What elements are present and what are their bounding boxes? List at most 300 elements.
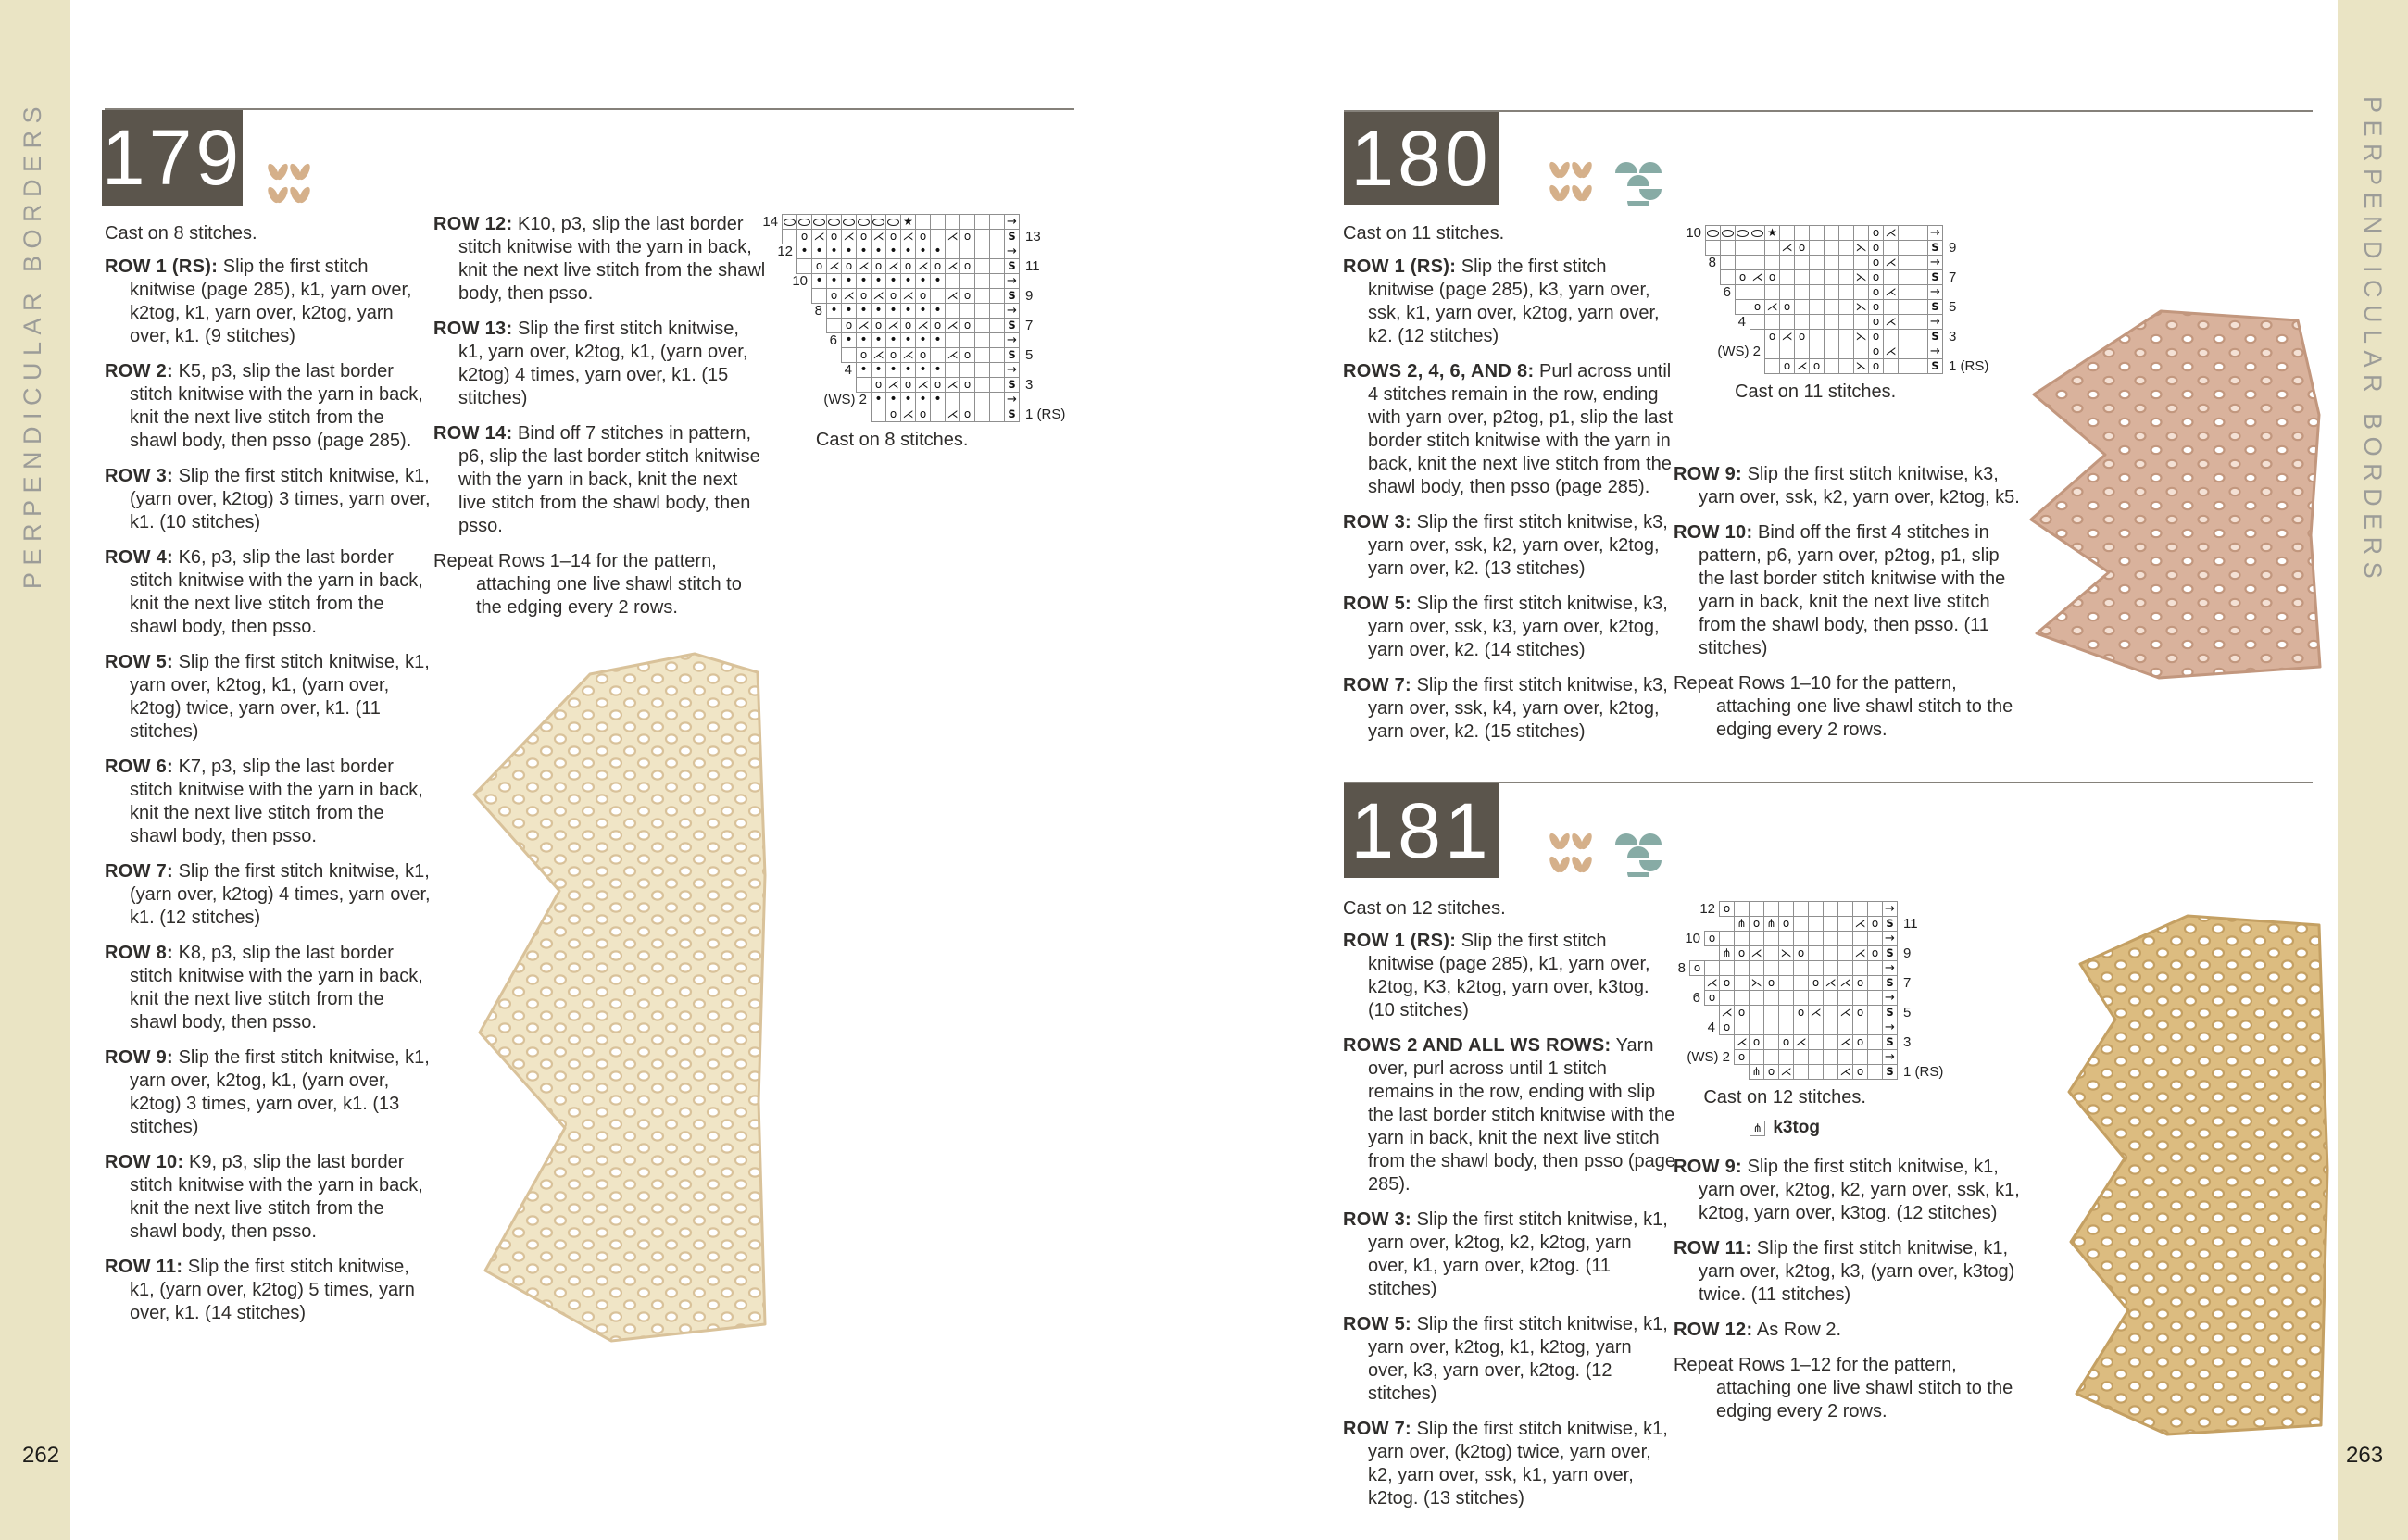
chart-cell <box>974 318 990 333</box>
chart-cell <box>1749 1020 1764 1035</box>
chart-row-label-left <box>808 407 872 422</box>
chart-row-label-right: 5 <box>1949 299 1957 315</box>
chart-cell: ⋌ <box>1883 314 1899 330</box>
pattern-number-box-179 <box>102 110 243 206</box>
chart-cell: ⋌ <box>1852 916 1868 932</box>
chart-cell <box>1823 1005 1838 1020</box>
row-label: ROW 3: <box>1343 1209 1412 1230</box>
chart-cell <box>974 407 990 422</box>
chart-row-label-right <box>1020 244 1025 259</box>
chart-cell <box>1793 916 1809 932</box>
chart-cell <box>1824 358 1839 374</box>
chart-cell: • <box>900 244 916 259</box>
chart-cell <box>1778 990 1794 1006</box>
chart-row <box>1626 916 1943 932</box>
chart-cell: o <box>1793 945 1809 961</box>
row-label: ROW 1 (RS): <box>1343 931 1457 951</box>
chart-row-label-left: 6 <box>829 332 837 348</box>
chart-cell: o <box>841 318 857 333</box>
chart-cell: o <box>1868 358 1884 374</box>
chart-cell <box>945 273 960 289</box>
chart-cell <box>1853 284 1869 300</box>
chart-row-label-left: 8 <box>814 303 822 319</box>
chart-cell <box>1824 329 1839 344</box>
chart-cell <box>1867 1049 1883 1065</box>
chart-cell <box>989 377 1005 393</box>
chart-cell <box>1750 329 1765 344</box>
instruction-paragraph: Repeat Rows 1–10 for the pattern, attaching one live shawl stitch to the edging every 2 rows. <box>1674 673 2013 740</box>
chart-cell: o <box>1735 269 1750 285</box>
chart-cell: ⋌ <box>1719 1005 1735 1020</box>
chart-caption: Cast on 8 stitches. <box>815 430 969 450</box>
chart-cell <box>1794 269 1810 285</box>
chart-cell: o <box>856 229 872 244</box>
chart-cell: o <box>1778 916 1794 932</box>
chart-cell <box>930 214 946 230</box>
chart-cell <box>1720 225 1736 241</box>
chart-cell: ⋌ <box>826 258 842 274</box>
chart-cell: o <box>885 229 901 244</box>
chart-cell <box>974 244 990 259</box>
chart-cell: o <box>1868 329 1884 344</box>
chart-cell <box>930 407 946 422</box>
cast-on-note-179: Cast on 8 stitches. <box>105 223 257 244</box>
chart-row-label-left <box>1656 1005 1720 1020</box>
chart-cell <box>1809 344 1825 359</box>
chart-cell <box>782 229 797 244</box>
chart-cell <box>1852 1020 1868 1035</box>
chart-cell: ⋋ <box>1749 975 1764 991</box>
chart-cell <box>1837 945 1853 961</box>
chart-cell <box>1809 225 1825 241</box>
chart-cell: ⋌ <box>945 347 960 363</box>
instruction-paragraph: ROW 9: Slip the first stitch knitwise, k3, yarn over, ssk, k2, yarn over, k2tog, k5. <box>1674 464 2020 507</box>
swatch-shape-179 <box>474 654 765 1341</box>
chart-cell: ⋌ <box>856 318 872 333</box>
chart-row-label-left <box>1672 299 1736 315</box>
chart-cell: • <box>871 362 886 378</box>
chart-cell: ⋌ <box>915 377 931 393</box>
chart-cell: ⋌ <box>1883 255 1899 270</box>
chart-cell: S <box>1882 1064 1898 1080</box>
chart-cell: o <box>885 407 901 422</box>
chart-row <box>1626 975 1943 991</box>
chart-row-label-left <box>1641 975 1705 991</box>
row-label: ROW 4: <box>105 547 174 568</box>
chart-cell <box>1808 960 1824 976</box>
instruction-paragraph: ROW 4: K6, p3, slip the last border stitch knitwise with the yarn in back, knit the next live stitch from the shawl body, then psso. <box>105 547 423 637</box>
chart-cell <box>1883 358 1899 374</box>
chart-cell: → <box>1882 990 1898 1006</box>
chart-cell: • <box>915 362 931 378</box>
chart-cell <box>1913 299 1928 315</box>
chart-cell <box>1853 225 1869 241</box>
swatch-shape-180 <box>2031 311 2320 678</box>
chart-cell: o <box>1793 1005 1809 1020</box>
instruction-column-179-1 <box>105 256 436 1337</box>
chart-row-label-left: 14 <box>762 214 778 230</box>
chart-row-label-left <box>1656 945 1720 961</box>
chart-row <box>1642 344 1988 359</box>
instruction-paragraph: ROW 10: K9, p3, slip the last border stitch knitwise with the yarn in back, knit the next live stitch from the shawl body, then psso. <box>105 1152 423 1242</box>
chart-cell <box>1883 329 1899 344</box>
chart-row-label-right: 1 (RS) <box>1025 407 1066 422</box>
chart-cell: ⋌ <box>945 229 960 244</box>
instruction-paragraph: ROW 9: Slip the first stitch knitwise, k1, yarn over, k2tog, k1, (yarn over, k2tog) 3 times, yarn over, k1. (13 stitches) <box>105 1047 430 1137</box>
chart-cell <box>989 392 1005 407</box>
chart-cell: S <box>1927 329 1943 344</box>
chart-cell <box>1734 990 1750 1006</box>
chart-cell <box>974 362 990 378</box>
chart-cell <box>1764 344 1780 359</box>
row-label: ROW 9: <box>105 1047 174 1068</box>
chart-cell <box>1808 945 1824 961</box>
chart-cell: → <box>1004 303 1020 319</box>
bind-off-symbol <box>813 219 825 226</box>
chart-row <box>1626 960 1943 976</box>
instruction-paragraph: ROW 12: As Row 2. <box>1674 1320 1842 1340</box>
chart-cell <box>1793 960 1809 976</box>
chart-cell: o <box>930 377 946 393</box>
chart-row-label-right: 7 <box>1949 269 1957 285</box>
chart-cell <box>1838 269 1854 285</box>
instruction-paragraph: ROW 2: K5, p3, slip the last border stitch knitwise with the yarn in back, knit the next live stitch from the shawl body, then psso (page 285). <box>105 361 423 451</box>
chart-row <box>1642 314 1988 330</box>
chart-row <box>1642 299 1988 315</box>
chart-cell: → <box>1004 273 1020 289</box>
chart-cell <box>959 214 975 230</box>
chart-cell <box>1824 255 1839 270</box>
chart-row <box>719 362 1065 378</box>
chart-cell: o <box>826 288 842 304</box>
chart-cell: • <box>930 362 946 378</box>
chart-cell: → <box>1927 255 1943 270</box>
chart-cell <box>1749 931 1764 946</box>
chart-row-label-left <box>1642 240 1706 256</box>
chart-cell <box>1763 990 1779 1006</box>
chart-cell <box>1837 990 1853 1006</box>
chart-cell <box>1808 1034 1824 1050</box>
chart-cell <box>1823 931 1838 946</box>
chart-cell <box>1794 225 1810 241</box>
chart-cell <box>1823 901 1838 917</box>
chart-cell: • <box>856 332 872 348</box>
chart-cell <box>1734 960 1750 976</box>
chart-cell: ⋌ <box>841 229 857 244</box>
chart-cell <box>974 288 990 304</box>
chart-cell: o <box>930 258 946 274</box>
chart-cell <box>1749 901 1764 917</box>
chart-cell <box>1852 960 1868 976</box>
chart-cell <box>1734 931 1750 946</box>
chart-cell: o <box>900 258 916 274</box>
chart-cell: o <box>959 258 975 274</box>
chart-row-label-left: 4 <box>1707 1020 1715 1035</box>
chart-cell: ⋔ <box>1763 916 1779 932</box>
chart-cell <box>974 229 990 244</box>
chart-cell: S <box>1927 299 1943 315</box>
instruction-paragraph: Repeat Rows 1–14 for the pattern, attaching one live shawl stitch to the edging every 2 rows. <box>433 551 742 618</box>
chart-row-label-right: 5 <box>1903 1005 1912 1020</box>
chart-cell <box>1809 314 1825 330</box>
chart-cell <box>1793 1049 1809 1065</box>
row-label: ROW 1 (RS): <box>105 257 219 277</box>
chart-cell <box>1837 901 1853 917</box>
chart-row-label-right: 9 <box>1025 288 1034 304</box>
chart-cell: ⋌ <box>871 288 886 304</box>
chart-row-label-right: 1 (RS) <box>1949 358 1989 374</box>
chart-cell: • <box>915 392 931 407</box>
chart-row-label-right: 13 <box>1025 229 1041 244</box>
chart-row-label-right: 3 <box>1903 1034 1912 1050</box>
chart-cell: → <box>1927 314 1943 330</box>
chart-cell: ⋋ <box>1853 240 1869 256</box>
chart-cell: S <box>1927 269 1943 285</box>
chart-cell: o <box>1809 358 1825 374</box>
chart-cell: → <box>1882 1020 1898 1035</box>
chart-cell: • <box>930 332 946 348</box>
chart-cell <box>1704 960 1720 976</box>
chart-row-label-left: 12 <box>1699 901 1715 917</box>
chart-row-label-left: 10 <box>792 273 808 289</box>
chart-cell <box>989 244 1005 259</box>
chart-cell <box>1823 1049 1838 1065</box>
instruction-paragraph: ROW 5: Slip the first stitch knitwise, k1, yarn over, k2tog, k1, k2tog, yarn over, k3, yarn over, k2tog. (12 stitches) <box>1343 1314 1668 1404</box>
chart-cell <box>1809 299 1825 315</box>
chart-cell: ⋌ <box>885 258 901 274</box>
chart-legend <box>1626 1118 1943 1138</box>
chart-cell <box>1867 990 1883 1006</box>
chart-row-label-right <box>1020 392 1025 407</box>
chart-cell: o <box>1763 1064 1779 1080</box>
chart-cell: ⋌ <box>1704 975 1720 991</box>
row-label: ROW 5: <box>105 652 174 672</box>
chart-cell <box>1779 225 1795 241</box>
chart-cell: o <box>1868 344 1884 359</box>
chart-cell <box>1838 358 1854 374</box>
chart-cell <box>1824 269 1839 285</box>
chart-cell <box>1794 284 1810 300</box>
chart-cell: • <box>900 392 916 407</box>
chart-cell <box>1898 284 1913 300</box>
chart-cell: o <box>1764 269 1780 285</box>
chart-cell <box>1867 1020 1883 1035</box>
chart-cell <box>974 392 990 407</box>
chart-cell <box>1913 269 1928 285</box>
chart-cell <box>1705 240 1721 256</box>
chart-cell <box>1837 960 1853 976</box>
chart-cell <box>1763 1020 1779 1035</box>
chart-cell: • <box>885 303 901 319</box>
chart-cell <box>945 244 960 259</box>
chart-cell: ⋋ <box>1853 269 1869 285</box>
chart-cell: o <box>930 318 946 333</box>
chart-cell <box>1852 931 1868 946</box>
page-number-right: 263 <box>2346 1443 2384 1468</box>
chart-cell <box>1808 1049 1824 1065</box>
chart-cell <box>945 362 960 378</box>
chart-cell: • <box>811 273 827 289</box>
chart-cell: o <box>1749 916 1764 932</box>
cast-on-note-180: Cast on 11 stitches. <box>1343 223 1505 244</box>
chart-cell: o <box>1868 314 1884 330</box>
chart-cell: ★ <box>900 214 916 230</box>
chart-cell <box>1823 1034 1838 1050</box>
instruction-paragraph: ROW 12: K10, p3, slip the last border stitch knitwise with the yarn in back, knit the next live stitch from the shawl body, then psso. <box>433 214 766 304</box>
chart-cell: o <box>1852 975 1868 991</box>
chart-cell: • <box>915 273 931 289</box>
chart-cell <box>1778 901 1794 917</box>
chart-cell <box>1750 225 1765 241</box>
chart-row-label-right <box>1898 960 1903 976</box>
chart-cell <box>930 288 946 304</box>
chart-cell <box>974 273 990 289</box>
chart-cell <box>1764 314 1780 330</box>
instruction-paragraph: Repeat Rows 1–12 for the pattern, attaching one live shawl stitch to the edging every 2 rows. <box>1674 1355 2013 1421</box>
chart-cell <box>959 362 975 378</box>
chart-row <box>719 407 1065 422</box>
bind-off-symbol <box>798 219 810 226</box>
chart-cell <box>1793 931 1809 946</box>
yarn-weight-icon-180 <box>1547 156 1595 204</box>
chart-cell: • <box>856 362 872 378</box>
chart-cell: • <box>841 332 857 348</box>
chart-row-label-right <box>1020 362 1025 378</box>
chart-cell <box>1883 299 1899 315</box>
chart-cell: ⋔ <box>1719 945 1735 961</box>
chart-cell <box>1794 299 1810 315</box>
chart-cell <box>1883 240 1899 256</box>
chart-cell: o <box>1794 329 1810 344</box>
instruction-paragraph: ROW 5: Slip the first stitch knitwise, k3, yarn over, ssk, k3, yarn over, k2tog, yarn over, k2. (14 stitches) <box>1343 594 1668 660</box>
chart-cell: • <box>885 244 901 259</box>
chart-cell <box>856 377 872 393</box>
chart-cell: ⋌ <box>945 377 960 393</box>
swatch-shape-181 <box>2069 916 2327 1434</box>
chart-cell <box>989 332 1005 348</box>
chart-cell <box>1808 901 1824 917</box>
chart-cell <box>1750 240 1765 256</box>
chart-cell: ⋋ <box>1853 358 1869 374</box>
chart-cell: • <box>796 244 812 259</box>
chart-caption: Cast on 12 stitches. <box>1703 1087 1866 1108</box>
row-label: ROW 2: <box>105 361 174 382</box>
bind-off-symbol <box>1737 230 1749 237</box>
chart-cell <box>1793 975 1809 991</box>
chart-cell <box>1719 931 1735 946</box>
chart-cell <box>1898 329 1913 344</box>
swatch-photo-179 <box>456 648 775 1357</box>
chart-cell <box>1823 916 1838 932</box>
chart-cell: • <box>885 273 901 289</box>
chart-cell: ⋌ <box>1823 975 1838 991</box>
chart-cell <box>1838 344 1854 359</box>
chart-cell <box>1778 1020 1794 1035</box>
chart-cell <box>1750 284 1765 300</box>
chart-cell <box>1838 314 1854 330</box>
bind-off-symbol <box>872 219 884 226</box>
chart-cell: o <box>1734 1005 1750 1020</box>
chart-cell <box>989 318 1005 333</box>
chart-cell: o <box>959 377 975 393</box>
chart-cell <box>1867 1064 1883 1080</box>
chart-cell: o <box>915 347 931 363</box>
chart-cell: ⋋ <box>1853 299 1869 315</box>
chart-cell: ⋌ <box>841 288 857 304</box>
chart-cell: • <box>930 244 946 259</box>
chart-cell <box>1913 225 1928 241</box>
chart-row <box>1642 255 1988 270</box>
chart-cell: → <box>1882 901 1898 917</box>
chart-cell <box>811 288 827 304</box>
chart-cell <box>1913 344 1928 359</box>
chart-cell <box>1779 255 1795 270</box>
chart-cell: o <box>1719 1020 1735 1035</box>
chart-cell: o <box>1719 901 1735 917</box>
chart-cell: o <box>1852 1064 1868 1080</box>
chart-cell <box>1763 901 1779 917</box>
chart-cell: S <box>1004 318 1020 333</box>
chart-row <box>1626 931 1943 946</box>
chart-cell: o <box>885 288 901 304</box>
chart-cell: ⋌ <box>915 258 931 274</box>
chart-cell <box>1837 1049 1853 1065</box>
chart-cell: • <box>841 303 857 319</box>
chart-row-label-left <box>763 318 827 333</box>
instruction-column-180-1 <box>1343 256 1676 756</box>
chart-cell <box>1778 975 1794 991</box>
chart-cell: o <box>1867 945 1883 961</box>
chart-cell: o <box>1852 1005 1868 1020</box>
chart-cell <box>974 377 990 393</box>
chart-cell: • <box>885 332 901 348</box>
chart-cell <box>1838 240 1854 256</box>
chart-cell <box>989 303 1005 319</box>
chart-cell <box>959 273 975 289</box>
instruction-column-180-2 <box>1674 463 2024 754</box>
chart-cell <box>1793 1064 1809 1080</box>
chart-cell <box>1898 255 1913 270</box>
chart-cell: ⋌ <box>1794 358 1810 374</box>
row-label: ROW 11: <box>105 1257 183 1277</box>
chart-cell: o <box>1868 255 1884 270</box>
bind-off-symbol <box>887 219 899 226</box>
chart-cell: • <box>900 273 916 289</box>
chart-cell <box>1719 990 1735 1006</box>
chart-row-label-left: 8 <box>1708 255 1716 270</box>
chart-cell: → <box>1927 284 1943 300</box>
chart-cell: ⋌ <box>1837 975 1853 991</box>
chart-cell: o <box>1704 990 1720 1006</box>
swatch-photo-180 <box>2022 304 2332 693</box>
chart-cell: ⋌ <box>900 407 916 422</box>
chart-cell: ⋌ <box>856 258 872 274</box>
chart-cell <box>1898 358 1913 374</box>
chart-cell <box>826 318 842 333</box>
chart-cell: o <box>1734 945 1750 961</box>
chart-cell <box>826 214 842 230</box>
chart-row-label-right <box>1020 332 1025 348</box>
chart-cell: o <box>959 407 975 422</box>
row-label: ROWS 2, 4, 6, AND 8: <box>1343 361 1535 382</box>
knitting-chart-181 <box>1626 901 1943 1138</box>
chart-cell: S <box>1004 407 1020 422</box>
chart-cell: • <box>871 273 886 289</box>
instruction-paragraph: ROWS 2, 4, 6, AND 8: Purl across until 4 stitches remain in the row, ending with yarn over, p2tog, p1, slip the last border stitch knitwise with the yarn in back, knit the next live stitch from the shawl body, then psso (page 285). <box>1343 361 1674 497</box>
chart-cell: ⋌ <box>1837 1034 1853 1050</box>
chart-row-label-right: 5 <box>1025 347 1034 363</box>
chart-cell: ⋌ <box>871 229 886 244</box>
